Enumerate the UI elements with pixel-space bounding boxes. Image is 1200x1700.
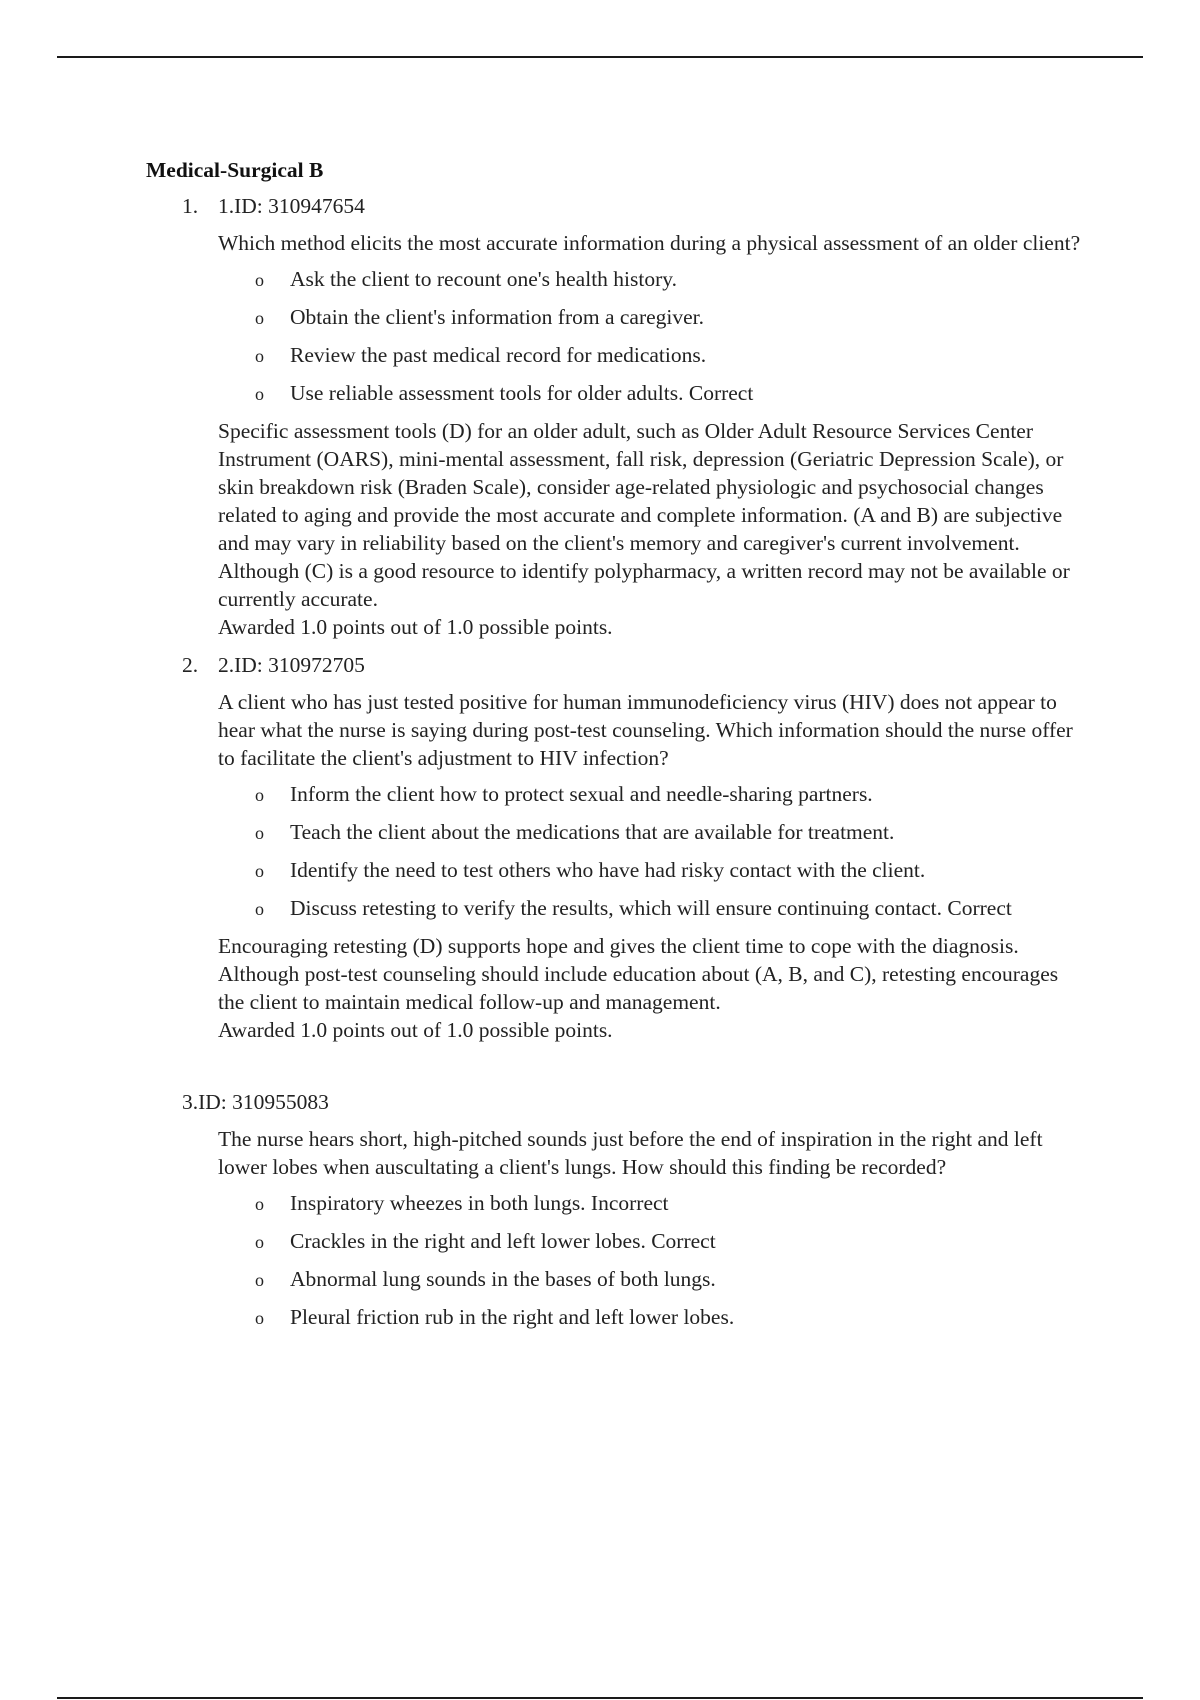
question-id: 1.ID: 310947654 (218, 194, 365, 218)
answer-option-d (255, 894, 1086, 922)
answer-option-a (255, 1189, 1086, 1217)
answer-options (146, 265, 1086, 407)
option-text: Crackles in the right and left lower lobes. Correct (290, 1229, 716, 1253)
bullet-icon: o (255, 899, 264, 919)
points-awarded: Awarded 1.0 points out of 1.0 possible points. (218, 1018, 613, 1042)
bullet-icon: o (255, 346, 264, 366)
option-text: Inspiratory wheezes in both lungs. Incorrect (290, 1191, 669, 1215)
option-text: Review the past medical record for medications. (290, 343, 707, 367)
points-awarded: Awarded 1.0 points out of 1.0 possible points. (218, 615, 613, 639)
answer-option-c (255, 1265, 1086, 1293)
answer-option-b (255, 303, 1086, 331)
answer-options (146, 780, 1086, 922)
answer-option-d (255, 379, 1086, 407)
answer-option-c (255, 341, 1086, 369)
document-body (146, 156, 1086, 1341)
rationale-text: Encouraging retesting (D) supports hope and gives the client time to cope with the diagnosis. Although post-test counseling should include education about (A, B, and C), retesting encourages the client to maintain medical follow-up and management. (218, 934, 1059, 1014)
question-header (146, 192, 1086, 220)
question-2 (146, 651, 1086, 1044)
question-number: 1. (182, 194, 199, 218)
question-3 (146, 1088, 1086, 1331)
answer-option-d (255, 1303, 1086, 1331)
question-1 (146, 192, 1086, 641)
option-text: Teach the client about the medications that are available for treatment. (290, 820, 895, 844)
question-number: 2. (182, 653, 199, 677)
answer-option-a (255, 780, 1086, 808)
option-text: Abnormal lung sounds in the bases of both lungs. (290, 1267, 716, 1291)
rationale-text: Specific assessment tools (D) for an older adult, such as Older Adult Resource Services Center Instrument (OARS), mini-mental assessment, fall risk, depression (Geriatric Depression Scale), or skin breakdown risk (Braden Scale), consider age-related physiologic and psychosocial changes related to aging and provide the most accurate and complete information. (A and B) are subjective and may vary in reliability based on the client's memory and caregiver's current involvement. Although (C) is a good resource to identify polypharmacy, a written record may not be available or currently accurate. (218, 419, 1070, 611)
answer-option-a (255, 265, 1086, 293)
top-rule (57, 56, 1143, 58)
question-header (146, 651, 1086, 679)
option-text: Inform the client how to protect sexual and needle-sharing partners. (290, 782, 873, 806)
option-text: Use reliable assessment tools for older adults. Correct (290, 381, 754, 405)
bullet-icon: o (255, 308, 264, 328)
bullet-icon: o (255, 823, 264, 843)
answer-option-c (255, 856, 1086, 884)
bullet-icon: o (255, 785, 264, 805)
bullet-icon: o (255, 1270, 264, 1290)
answer-option-b (255, 818, 1086, 846)
question-text: The nurse hears short, high-pitched sounds just before the end of inspiration in the right and left lower lobes when auscultating a client's lungs. How should this finding be recorded? (218, 1127, 1043, 1179)
document-title: Medical-Surgical B (146, 158, 324, 182)
question-header (146, 1088, 1086, 1116)
option-text: Ask the client to recount one's health history. (290, 267, 677, 291)
answer-option-b (255, 1227, 1086, 1255)
bullet-icon: o (255, 270, 264, 290)
option-text: Identify the need to test others who have had risky contact with the client. (290, 858, 926, 882)
bullet-icon: o (255, 1194, 264, 1214)
bottom-rule (57, 1697, 1143, 1699)
bullet-icon: o (255, 861, 264, 881)
option-text: Discuss retesting to verify the results, which will ensure continuing contact. Correct (290, 896, 1012, 920)
answer-options (146, 1189, 1086, 1331)
bullet-icon: o (255, 1308, 264, 1328)
question-text: A client who has just tested positive for human immunodeficiency virus (HIV) does not appear to hear what the nurse is saying during post-test counseling. Which information should the nurse offer to facilitate the client's adjustment to HIV infection? (218, 690, 1073, 770)
question-text: Which method elicits the most accurate information during a physical assessment of an older client? (218, 231, 1081, 255)
bullet-icon: o (255, 384, 264, 404)
option-text: Obtain the client's information from a caregiver. (290, 305, 705, 329)
question-id: 2.ID: 310972705 (218, 653, 365, 677)
bullet-icon: o (255, 1232, 264, 1252)
option-text: Pleural friction rub in the right and left lower lobes. (290, 1305, 735, 1329)
question-id: 3.ID: 310955083 (182, 1090, 329, 1114)
